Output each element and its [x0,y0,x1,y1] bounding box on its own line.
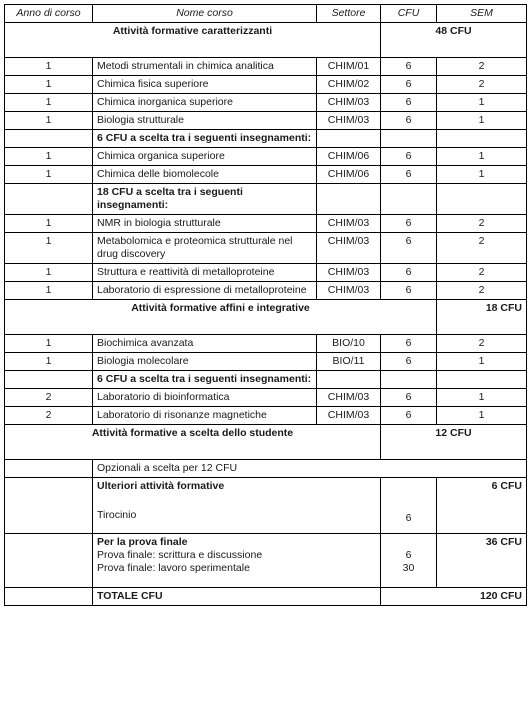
table-row [5,58,527,76]
course-name: Chimica fisica superiore [93,76,317,94]
final-exam [93,534,381,588]
course-sector: CHIM/03 [317,112,381,130]
choice-heading: 18 CFU a scelta tra i seguenti insegnamenti: [93,184,317,215]
course-sem: 1 [437,389,527,407]
table-row [5,148,527,166]
course-sem: 1 [437,148,527,166]
course-year: 2 [5,389,93,407]
course-year: 1 [5,282,93,300]
course-sem: 1 [437,166,527,184]
course-year: 1 [5,264,93,282]
course-sem: 2 [437,58,527,76]
course-cfu: 6 [381,233,437,264]
table-row [5,215,527,233]
table-row [5,166,527,184]
course-sem: 2 [437,282,527,300]
course-sem: 1 [437,112,527,130]
course-name: Laboratorio di espressione di metalloproteine [93,282,317,300]
empty-cell [5,534,93,588]
course-sem: 1 [437,94,527,112]
optional-note: Opzionali a scelta per 12 CFU [93,460,527,478]
empty-cell [317,371,381,389]
table-row [5,371,527,389]
course-year: 1 [5,166,93,184]
course-name: Struttura e reattività di metalloproteine [93,264,317,282]
empty-cell [437,130,527,148]
sem-header: SEM [437,5,527,23]
course-sem: 1 [437,407,527,425]
course-name: Chimica organica superiore [93,148,317,166]
section-cfu: 12 CFU [381,425,527,460]
course-name: Metabolomica e proteomica strutturale nel drug discovery [93,233,317,264]
cfu-header: CFU [381,5,437,23]
course-sector: CHIM/06 [317,166,381,184]
course-sem: 2 [437,233,527,264]
total-cfu: 120 CFU [381,588,527,606]
table-row [5,184,527,215]
section-title: Per la prova finale [97,536,188,548]
tirocinio-cfu: 6 [405,512,412,524]
table-row [5,76,527,94]
course-year: 1 [5,112,93,130]
table-row [5,588,527,606]
course-sector: CHIM/03 [317,407,381,425]
course-cfu: 6 [381,148,437,166]
final-line: Prova finale: scrittura e discussione [97,549,263,561]
tirocinio-label: Tirocinio [97,509,137,521]
empty-cell [381,184,437,215]
section-title: Attività formative caratterizzanti [5,23,381,58]
course-year: 1 [5,233,93,264]
course-name: Biologia strutturale [93,112,317,130]
course-sector: CHIM/06 [317,148,381,166]
course-name: Laboratorio di bioinformatica [93,389,317,407]
course-year: 1 [5,335,93,353]
course-year: 1 [5,76,93,94]
course-cfu: 6 [381,76,437,94]
course-sector: CHIM/03 [317,282,381,300]
table-row [5,130,527,148]
empty-cell [5,478,93,534]
course-name: Chimica delle biomolecole [93,166,317,184]
table-row [5,112,527,130]
course-year: 1 [5,148,93,166]
table-row [5,407,527,425]
course-sector: CHIM/03 [317,264,381,282]
choice-heading: 6 CFU a scelta tra i seguenti insegnamenti: [93,371,317,389]
nome-header: Nome corso [93,5,317,23]
empty-cell [5,184,93,215]
course-cfu: 6 [381,112,437,130]
course-cfu: 6 [381,264,437,282]
final-line-cfu: 6 [405,549,412,561]
empty-cell [5,130,93,148]
final-line-cfu: 30 [402,562,415,574]
empty-cell [317,130,381,148]
empty-cell [5,460,93,478]
course-cfu: 6 [381,282,437,300]
empty-cell [437,184,527,215]
empty-cell [317,184,381,215]
course-year: 1 [5,215,93,233]
empty-cell [5,371,93,389]
course-name: Metodi strumentali in chimica analitica [93,58,317,76]
table-row [5,23,527,58]
empty-cell [381,130,437,148]
table-row [5,478,527,534]
course-sem: 2 [437,264,527,282]
table-row [5,335,527,353]
section-title: Ulteriori attività formative [97,480,225,492]
course-sem: 2 [437,335,527,353]
course-cfu: 6 [381,94,437,112]
table-row [5,5,527,23]
course-cfu: 6 [381,353,437,371]
course-sector: BIO/10 [317,335,381,353]
tirocinio-cfu-cell [381,478,437,534]
course-sector: CHIM/03 [317,94,381,112]
course-cfu: 6 [381,335,437,353]
empty-cell [5,588,93,606]
course-sector: BIO/11 [317,353,381,371]
course-year: 2 [5,407,93,425]
course-name: NMR in biologia strutturale [93,215,317,233]
course-sem: 1 [437,353,527,371]
course-sector: CHIM/03 [317,389,381,407]
course-sector: CHIM/02 [317,76,381,94]
table-row [5,282,527,300]
table-row [5,425,527,460]
section-title: Attività formative affini e integrative [5,300,437,335]
settore-header: Settore [317,5,381,23]
empty-cell [437,371,527,389]
table-row [5,534,527,588]
course-sem: 2 [437,76,527,94]
course-name: Chimica inorganica superiore [93,94,317,112]
section-title: Attività formative a scelta dello studente [5,425,381,460]
course-sector: CHIM/01 [317,58,381,76]
course-year: 1 [5,94,93,112]
course-name: Biologia molecolare [93,353,317,371]
course-name: Laboratorio di risonanze magnetiche [93,407,317,425]
final-cfu-cell [381,534,437,588]
table-row [5,264,527,282]
final-line: Prova finale: lavoro sperimentale [97,562,250,574]
course-year: 1 [5,58,93,76]
course-cfu: 6 [381,407,437,425]
course-sector: CHIM/03 [317,233,381,264]
course-sector: CHIM/03 [317,215,381,233]
table-row [5,353,527,371]
table-row [5,460,527,478]
section-cfu: 48 CFU [381,23,527,58]
course-sem: 2 [437,215,527,233]
total-label: TOTALE CFU [93,588,381,606]
section-cfu: 18 CFU [437,300,527,335]
course-cfu: 6 [381,166,437,184]
course-cfu: 6 [381,389,437,407]
empty-cell [381,371,437,389]
section-cfu: 36 CFU [437,534,527,588]
table-row [5,389,527,407]
section-cfu: 6 CFU [437,478,527,534]
course-name: Biochimica avanzata [93,335,317,353]
course-cfu: 6 [381,215,437,233]
anno-header: Anno di corso [5,5,93,23]
table-row [5,94,527,112]
course-year: 1 [5,353,93,371]
course-table [4,4,527,606]
extra-activities [93,478,381,534]
course-cfu: 6 [381,58,437,76]
table-row [5,300,527,335]
choice-heading: 6 CFU a scelta tra i seguenti insegnamenti: [93,130,317,148]
table-row [5,233,527,264]
